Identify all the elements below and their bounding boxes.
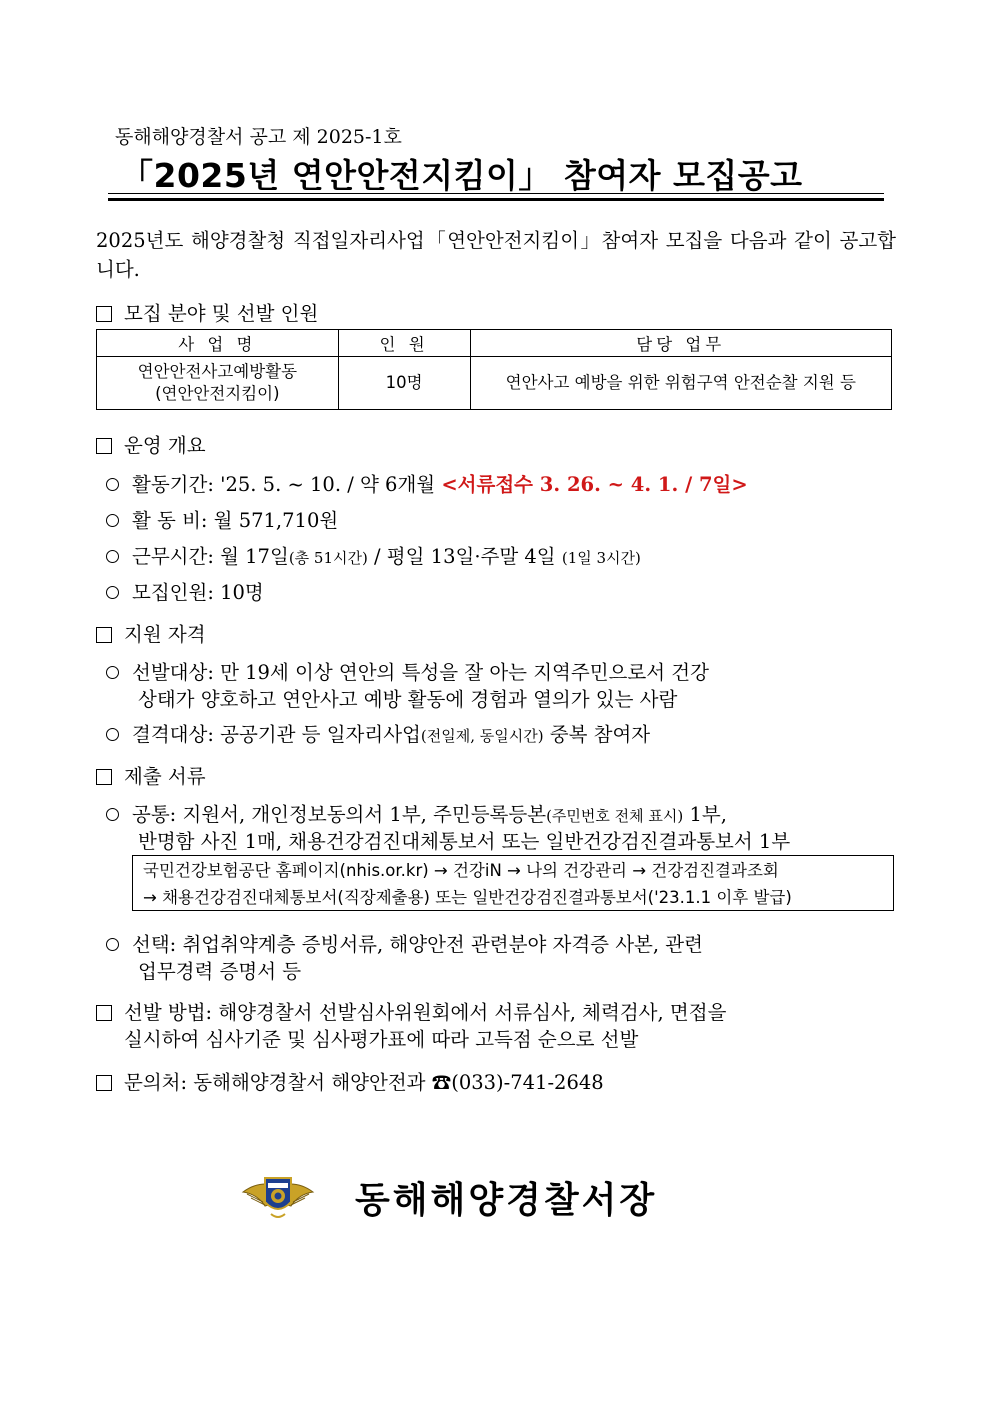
section-operation-heading (96, 430, 206, 458)
section-documents-heading (96, 761, 206, 789)
business-name-line2: (연안안전지킴이) (155, 384, 280, 403)
documents-optional: 선택: 취업취약계층 증빙서류, 해양안전 관련분야 자격증 사본, 관련 (106, 929, 703, 957)
section-selection: 선발 방법: 해양경찰서 선발심사위원회에서 서류심사, 체력검사, 면접을 (96, 997, 726, 1025)
operation-period: 활동기간: '25. 5. ~ 10. / 약 6개월 <서류접수 3. 26. ~ 4. 1. / 7일> (106, 469, 748, 497)
hint-line1: 국민건강보험공단 홈페이지(nhis.or.kr) → 건강iN → 나의 건강관리 → 건강검진결과조회 (143, 861, 779, 880)
notice-number: 동해해양경찰서 공고 제 2025-1호 (115, 126, 402, 148)
circle-bullet (106, 514, 119, 527)
section-recruit-heading (96, 298, 318, 326)
qualification-target: 선발대상: 만 19세 이상 연안의 특성을 잘 아는 지역주민으로서 건강 (106, 657, 709, 685)
operation-cost: 활 동 비: 월 571,710원 (106, 505, 338, 533)
documents-common-cont: 반명함 사진 1매, 채용건강검진대체통보서 또는 일반건강검진결과통보서 1부 (138, 830, 791, 853)
checkbox-bullet (96, 1075, 112, 1091)
operation-hours: 근무시간: 월 17일(총 51시간) / 평일 13일·주말 4일 (1일 3시간) (106, 541, 641, 569)
section-qualification-label: 지원 자격 (124, 623, 206, 646)
title-underline-thick (108, 198, 884, 201)
checkbox-bullet (96, 438, 112, 454)
issuer-signature: 동해해양경찰서장 (355, 1179, 658, 1221)
qualification-excluded: 결격대상: 공공기관 등 일자리사업(전일제, 동일시간) 중복 참여자 (106, 719, 650, 747)
business-name-line1: 연안안전사고예방활동 (137, 362, 298, 381)
coast-guard-emblem-icon (241, 1172, 315, 1224)
document-receipt-period: <서류접수 3. 26. ~ 4. 1. / 7일> (441, 473, 748, 496)
page-title: 「2025년 연안안전지킴이」 참여자 모집공고 (120, 156, 803, 195)
table-header-row (97, 330, 892, 357)
table-row (97, 357, 892, 410)
circle-bullet (106, 550, 119, 563)
hint-line2: → 채용건강검진대체통보서(직장제출용) 또는 일반건강검진결과통보서('23.1.1 이후 발급) (143, 888, 792, 907)
documents-optional-cont: 업무경력 증명서 등 (138, 960, 302, 983)
section-documents-label: 제출 서류 (124, 765, 206, 788)
section-selection-cont: 실시하여 심사기준 및 심사평가표에 따라 고득점 순으로 선발 (124, 1028, 639, 1051)
recruit-table (96, 329, 892, 410)
documents-common: 공통: 지원서, 개인정보동의서 1부, 주민등록등본(주민번호 전체 표시) 1부, (106, 799, 727, 827)
circle-bullet (106, 808, 119, 821)
checkbox-bullet (96, 1005, 112, 1021)
intro-paragraph: 2025년도 해양경찰청 직접일자리사업「연안안전지킴이」참여자 모집을 다음과 같이 공고합니다. (96, 229, 896, 281)
circle-bullet (106, 728, 119, 741)
circle-bullet (106, 938, 119, 951)
header-business-name: 사 업 명 (97, 330, 339, 357)
checkbox-bullet (96, 306, 112, 322)
health-check-hint-box (132, 855, 894, 911)
section-recruit-label: 모집 분야 및 선발 인원 (124, 302, 319, 325)
checkbox-bullet (96, 769, 112, 785)
cell-headcount: 10명 (338, 357, 470, 410)
header-duty: 담당 업무 (470, 330, 891, 357)
operation-headcount: 모집인원: 10명 (106, 577, 264, 605)
circle-bullet (106, 666, 119, 679)
cell-duty: 연안사고 예방을 위한 위험구역 안전순찰 지원 등 (470, 357, 891, 410)
section-contact: 문의처: 동해해양경찰서 해양안전과 ☎(033)-741-2648 (96, 1067, 604, 1095)
section-qualification-heading (96, 619, 206, 647)
circle-bullet (106, 586, 119, 599)
header-headcount: 인 원 (338, 330, 470, 357)
section-operation-label: 운영 개요 (124, 434, 206, 457)
cell-business-name (97, 357, 339, 410)
qualification-target-cont: 상태가 양호하고 연안사고 예방 활동에 경험과 열의가 있는 사람 (138, 688, 678, 711)
title-underline-thin (108, 193, 884, 194)
circle-bullet (106, 478, 119, 491)
checkbox-bullet (96, 627, 112, 643)
